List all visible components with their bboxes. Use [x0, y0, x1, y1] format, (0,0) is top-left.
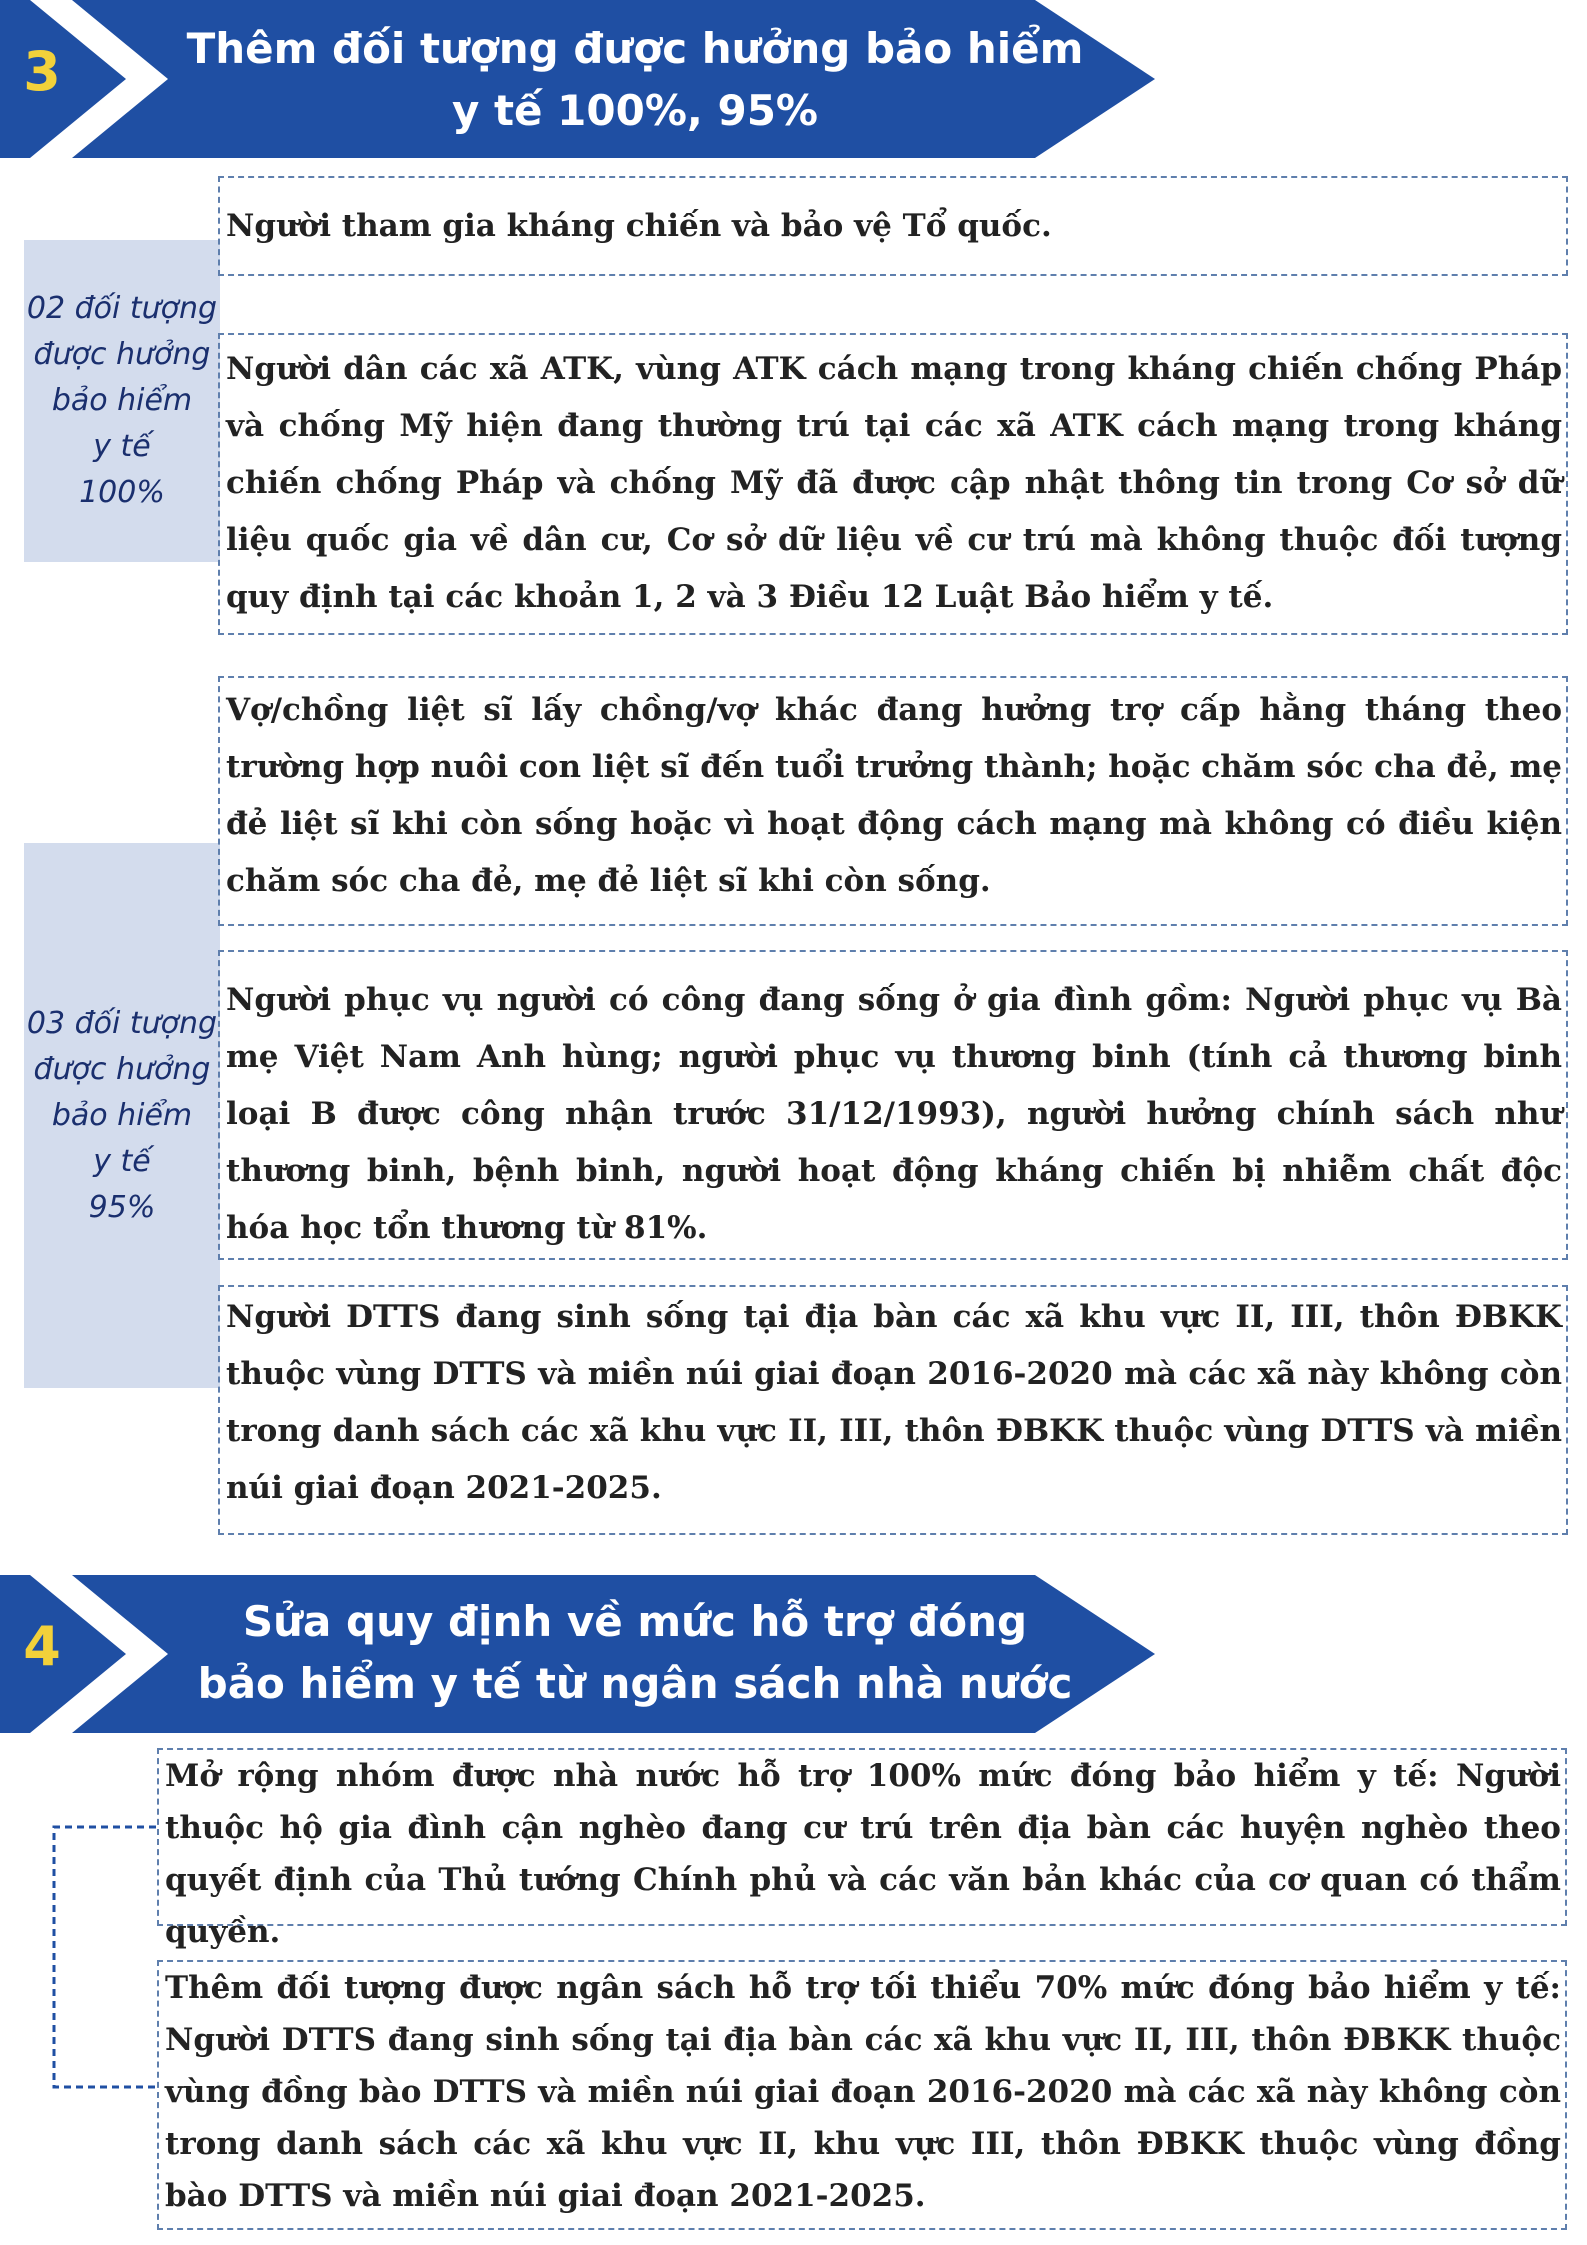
- section-4-title-line-2: bảo hiểm y tế từ ngân sách nhà nước: [197, 1659, 1073, 1708]
- group-95-item-2: Người phục vụ người có công đang sống ở gia đình gồm: Người phục vụ Bà mẹ Việt Nam Anh hùng; người phục vụ thương binh (tính cả thương binh loại B được công nhận trước 31/12/1993), người hưởng chính sách như thương binh, bệnh binh, người hoạt động kháng chiến bị nhiễm chất độc hóa học tổn thương từ 81%.: [218, 950, 1568, 1260]
- section-4-item-2: Thêm đối tượng được ngân sách hỗ trợ tối thiểu 70% mức đóng bảo hiểm y tế: Người DTTS đang sinh sống tại địa bàn các xã khu vực II, III, thôn ĐBKK thuộc vùng đồng bào DTTS và miền núi giai đoạn 2016-2020 mà các xã này không còn trong danh sách các xã khu vực II, khu vực III, thôn ĐBKK thuộc vùng đồng bào DTTS và miền núi giai đoạn 2021-2025.: [157, 1960, 1567, 2230]
- group-100-label-line: 02 đối tượng: [26, 291, 218, 326]
- section-4-number: 4: [23, 1615, 61, 1678]
- group-95-label-line: được hưởng: [33, 1051, 211, 1087]
- group-100-label-line: 100%: [79, 475, 165, 510]
- section-4-title-line-1: Sửa quy định về mức hỗ trợ đóng: [242, 1597, 1028, 1646]
- group-100-label-line: được hưởng: [33, 337, 211, 372]
- section-3-title: [185, 18, 1085, 142]
- group-95-item-3: Người DTTS đang sinh sống tại địa bàn các xã khu vực II, III, thôn ĐBKK thuộc vùng DTTS và miền núi giai đoạn 2016-2020 mà các xã này không còn trong danh sách các xã khu vực II, III, thôn ĐBKK thuộc vùng DTTS và miền núi giai đoạn 2021-2025.: [218, 1285, 1568, 1535]
- group-95-label-line: 03 đối tượng: [26, 1005, 218, 1041]
- group-100-item-1: Người tham gia kháng chiến và bảo vệ Tổ quốc.: [218, 176, 1568, 276]
- group-95-label-line: y tế: [93, 1143, 151, 1179]
- group-100-label-line: bảo hiểm: [51, 383, 193, 418]
- group-100-label: [24, 240, 220, 562]
- group-95-item-1: Vợ/chồng liệt sĩ lấy chồng/vợ khác đang hưởng trợ cấp hằng tháng theo trường hợp nuôi con liệt sĩ đến tuổi trưởng thành; hoặc chăm sóc cha đẻ, mẹ đẻ liệt sĩ khi còn sống hoặc vì hoạt động cách mạng mà không có điều kiện chăm sóc cha đẻ, mẹ đẻ liệt sĩ khi còn sống.: [218, 676, 1568, 926]
- group-95-label-line: bảo hiểm: [51, 1097, 193, 1133]
- section-3-number: 3: [23, 40, 61, 103]
- section-3-banner: [0, 0, 1160, 158]
- group-100-item-2: Người dân các xã ATK, vùng ATK cách mạng trong kháng chiến chống Pháp và chống Mỹ hiện đang thường trú tại các xã ATK cách mạng trong kháng chiến chống Pháp và chống Mỹ đã được cập nhật thông tin trong Cơ sở dữ liệu quốc gia về dân cư, Cơ sở dữ liệu về cư trú mà không thuộc đối tượng quy định tại các khoản 1, 2 và 3 Điều 12 Luật Bảo hiểm y tế.: [218, 333, 1568, 635]
- group-95-label-line: 95%: [88, 1189, 156, 1225]
- section-4-item-1: Mở rộng nhóm được nhà nước hỗ trợ 100% mức đóng bảo hiểm y tế: Người thuộc hộ gia đình cận nghèo đang cư trú trên địa bàn các huyện nghèo theo quyết định của Thủ tướng Chính phủ và các văn bản khác của cơ quan có thẩm quyền.: [157, 1748, 1567, 1926]
- group-95-label: [24, 843, 220, 1388]
- section-4-banner: [0, 1575, 1160, 1733]
- section-4-title: [185, 1591, 1085, 1715]
- section-3-title-line-1: Thêm đối tượng được hưởng bảo hiểm: [186, 24, 1084, 73]
- group-100-label-line: y tế: [93, 429, 151, 464]
- section-4-connector: [48, 1815, 158, 2095]
- section-3-title-line-2: y tế 100%, 95%: [451, 86, 819, 135]
